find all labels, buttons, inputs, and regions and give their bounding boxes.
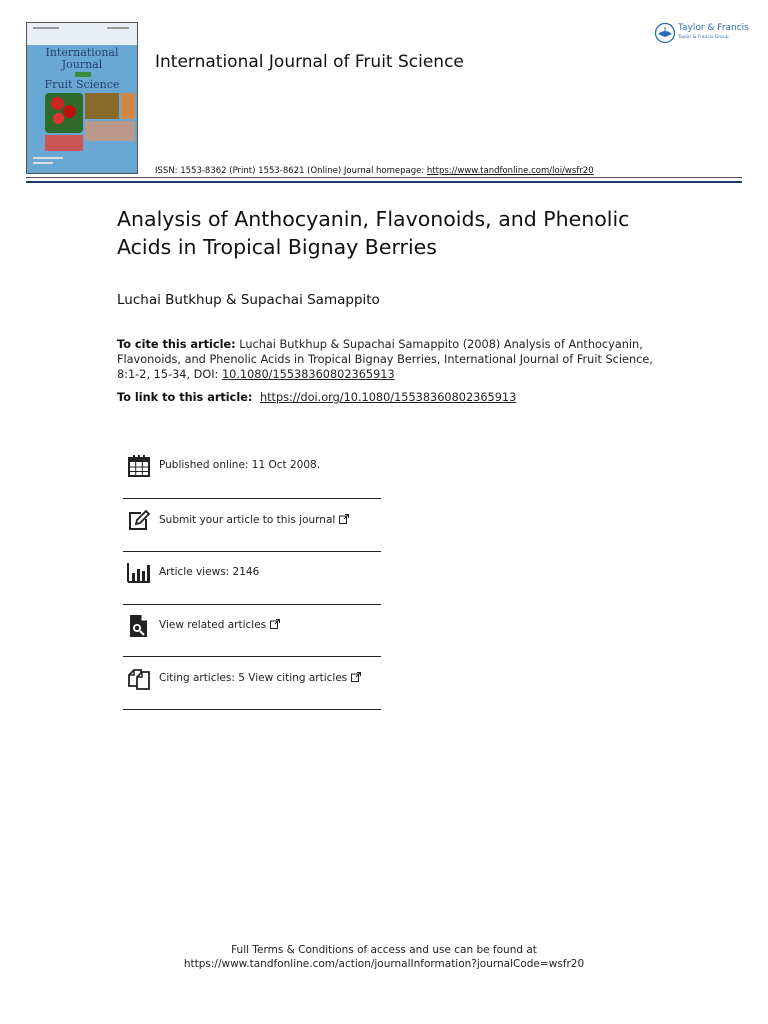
article-views-label: Article views: 2146 bbox=[159, 566, 260, 578]
header-divider-thin bbox=[26, 177, 742, 178]
related-articles-row[interactable] bbox=[123, 614, 381, 666]
info-divider bbox=[123, 604, 381, 605]
link-label: To link to this article: bbox=[117, 391, 257, 404]
cite-label: To cite this article: bbox=[117, 338, 236, 351]
article-authors: Luchai Butkhup & Supachai Samappito bbox=[117, 292, 380, 308]
bar-chart-icon bbox=[127, 561, 151, 585]
journal-homepage-link[interactable]: https://www.tandfonline.com/loi/wsfr20 bbox=[426, 166, 594, 176]
document-search-icon bbox=[127, 614, 151, 638]
external-link-icon bbox=[270, 619, 280, 629]
citation-block bbox=[117, 337, 662, 382]
publisher-group: Taylor & Francis Group bbox=[678, 35, 729, 40]
submit-article-row[interactable] bbox=[123, 509, 381, 561]
header-divider bbox=[26, 181, 742, 183]
footer-terms bbox=[0, 943, 768, 971]
info-divider bbox=[123, 709, 381, 710]
citing-articles-link[interactable]: Citing articles: 5 View citing articles bbox=[159, 672, 361, 684]
article-views-row bbox=[123, 561, 381, 613]
external-link-icon bbox=[351, 672, 361, 682]
citing-articles-icon bbox=[127, 667, 151, 691]
published-online-label: Published online: 11 Oct 2008. bbox=[159, 459, 321, 471]
issn-text: ISSN: 1553-8362 (Print) 1553-8621 (Online) Journal homepage: bbox=[155, 166, 427, 176]
calendar-icon bbox=[127, 454, 151, 478]
related-articles-link[interactable]: View related articles bbox=[159, 619, 280, 631]
footer-terms-link[interactable]: https://www.tandfonline.com/action/journalInformation?journalCode=wsfr20 bbox=[183, 958, 585, 970]
cite-text: Luchai Butkhup & Supachai Samappito (2008) Analysis of Anthocyanin, Flavonoids, and Phenolic Acids in Tropical Bignay Berries, International Journal of Fruit Science, 8:1-2, 15-34, DOI: bbox=[117, 338, 653, 381]
publisher-name: Taylor & Francis bbox=[678, 23, 749, 33]
info-divider bbox=[123, 498, 381, 499]
external-link-icon bbox=[339, 514, 349, 524]
article-doi-link[interactable]: https://doi.org/10.1080/15538360802365913 bbox=[259, 391, 517, 404]
edit-icon bbox=[127, 509, 151, 533]
issn-line bbox=[155, 166, 594, 176]
info-divider bbox=[123, 656, 381, 657]
journal-title[interactable]: International Journal of Fruit Science bbox=[155, 52, 464, 72]
article-title: Analysis of Anthocyanin, Flavonoids, and Phenolic Acids in Tropical Bignay Berries bbox=[117, 207, 630, 259]
submit-article-link[interactable]: Submit your article to this journal bbox=[159, 514, 349, 526]
citing-articles-row[interactable] bbox=[123, 667, 381, 719]
publisher-logo[interactable] bbox=[654, 22, 749, 46]
cover-title-line2: Journal bbox=[61, 58, 103, 71]
taylor-francis-logo-icon bbox=[654, 22, 676, 44]
cite-doi-link[interactable]: 10.1080/15538360802365913 bbox=[221, 368, 395, 381]
info-divider bbox=[123, 551, 381, 552]
cover-title-line3: Fruit Science bbox=[44, 78, 120, 91]
article-link-block bbox=[117, 391, 516, 404]
footer-line1: Full Terms & Conditions of access and use can be found at bbox=[231, 944, 537, 956]
journal-cover-image bbox=[26, 22, 138, 174]
cover-title-line1: International bbox=[45, 46, 119, 59]
